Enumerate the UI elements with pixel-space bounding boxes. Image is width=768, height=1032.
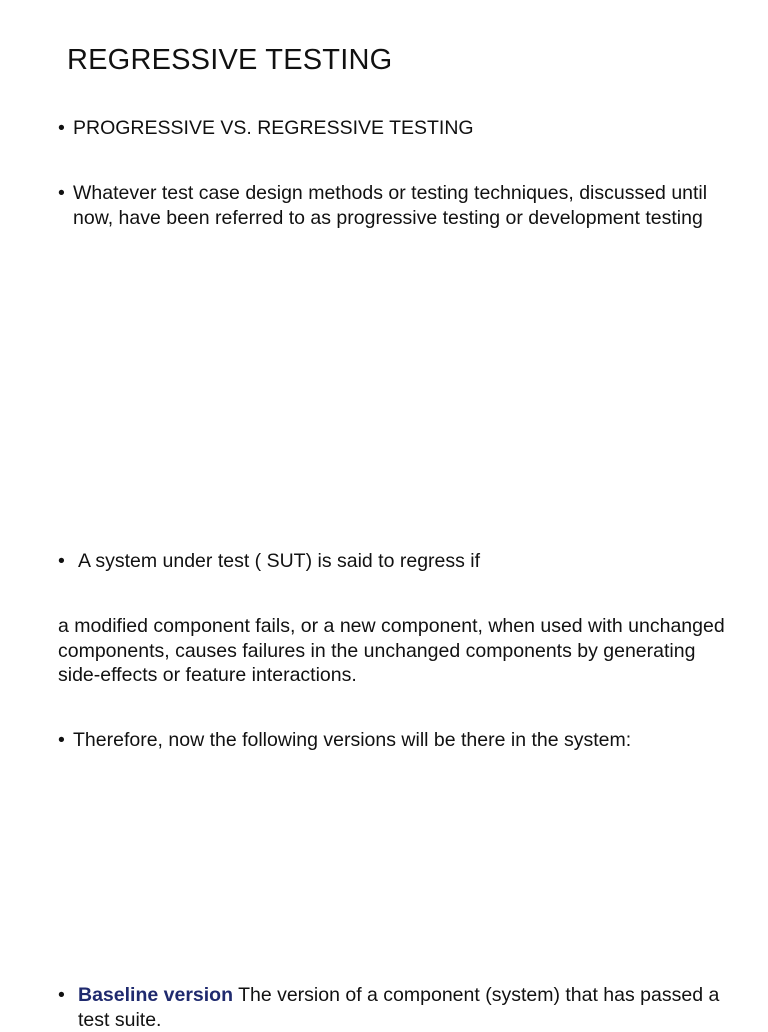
term-definition: The version of a component (system) that has passed a test suite. [78, 984, 720, 1031]
term-baseline-version: Baseline version [78, 984, 233, 1006]
page-title: REGRESSIVE TESTING [67, 44, 393, 76]
bullet-item-progressive-testing [58, 181, 738, 230]
bullet-item-sut-regress [58, 549, 718, 574]
bullet-marker: • [58, 550, 65, 572]
bullet-text: PROGRESSIVE VS. REGRESSIVE TESTING [73, 117, 474, 139]
bullet-marker: • [58, 729, 65, 751]
bullet-text: A system under test ( SUT) is said to regress if [78, 550, 481, 572]
regression-definition-paragraph: a modified component fails, or a new component, when used with unchanged components, causes failures in the unchanged components by generating side-effects or feature interactions. [58, 615, 725, 686]
bullet-marker: • [58, 984, 65, 1006]
bullet-marker: • [58, 117, 65, 139]
bullet-text: Therefore, now the following versions will be there in the system: [73, 729, 632, 751]
bullet-text: Whatever test case design methods or testing techniques, discussed until now, have been referred to as progressive testing or development testing [73, 182, 708, 229]
bullet-marker: • [58, 182, 65, 204]
bullet-item-baseline-version [58, 983, 738, 1032]
bullet-text [78, 983, 738, 1032]
bullet-item-progressive-vs-regressive [58, 116, 718, 141]
bullet-item-versions [58, 728, 738, 753]
